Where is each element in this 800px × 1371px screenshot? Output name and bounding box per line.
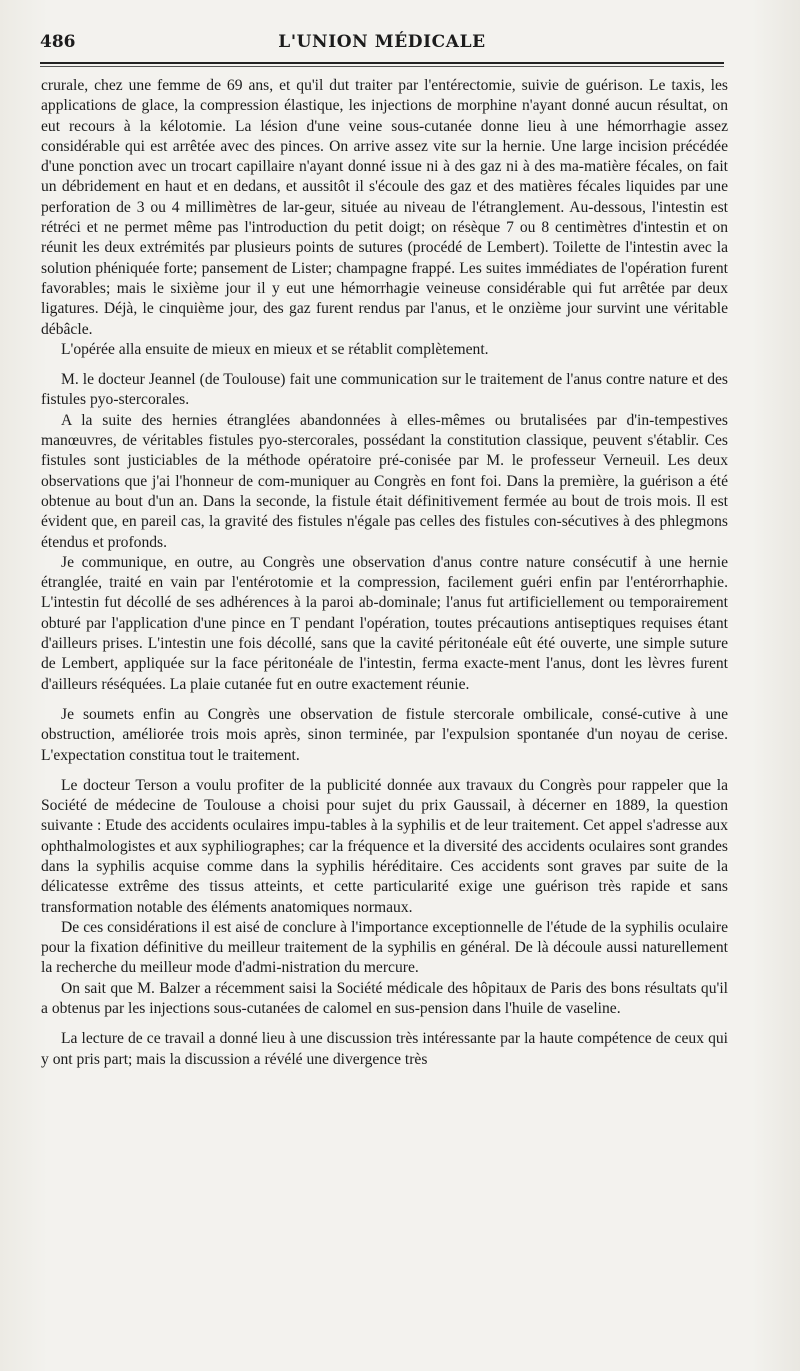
header-rule-thin [40, 66, 724, 67]
paragraph: De ces considérations il est aisé de conclure à l'importance exceptionnelle de l'étude de la syphilis oculaire pour la fixation définitive du meilleur traitement de la syphilis en général. De là découle aussi naturellement la recherche du meilleur mode d'admi-nistration du mercure. [41, 918, 728, 977]
body-text [41, 76, 728, 1070]
paragraph: A la suite des hernies étranglées abandonnées à elles-mêmes ou brutalisées par d'in-tempestives manœuvres, de véritables fistules pyo-stercorales, possédant la constitution classique, peuvent s'établir. Ces fistules sont justiciables de la méthode opératoire pré-conisée par M. le professeur Verneuil. Les deux observations que j'ai l'honneur de com-muniquer au Congrès en font foi. Dans la première, la guérison a été obtenue au bout d'un an. Dans la seconde, la fistule était définitivement fermée au bout de trois mois. Il est évident que, en pareil cas, la gravité des fistules n'égale pas celles des fistules con-sécutives à des phlegmons étendus et profonds. [41, 411, 728, 551]
paragraph: La lecture de ce travail a donné lieu à une discussion très intéressante par la haute compétence de ceux qui y ont pris part; mais la discussion a révélé une divergence très [41, 1030, 728, 1068]
paragraph: Je communique, en outre, au Congrès une observation d'anus contre nature consécutif à une hernie étranglée, traité en vain par l'entérotomie et la compression, facilement guéri enfin par l'entérorrhaphie. L'intestin fut décollé de ses adhérences à la paroi ab-dominale; l'anus fut artificiellement ou temporairement obturé par l'application d'une pince en T pendant l'opération, toutes précautions antiseptiques requises étant d'ailleurs prises. L'intestin une fois décollé, sans que la cavité péritonéale eût été ouverte, une simple suture de Lembert, appliquée sur la face péritonéale de l'intestin, ferma exacte-ment l'anus, dont les lèvres furent d'ailleurs réséquées. La plaie cutanée fut en outre exactement réunie. [41, 553, 728, 693]
paragraph: Le docteur Terson a voulu profiter de la publicité donnée aux travaux du Congrès pour rappeler que la Société de médecine de Toulouse a choisi pour sujet du prix Gaussail, à décerner en 1889, la question suivante : Etude des accidents oculaires impu-tables à la syphilis et de leur traitement. Cet appel s'adresse aux ophthalmologistes et aux syphiliographes; car la fréquence et la diversité des accidents oculaires sont grandes dans la syphilis acquise comme dans la syphilis héréditaire. Ces accidents sont graves par suite de la délicatesse extrême des tissus atteints, et cette particularité exige une guérison très rapide et sans transformation notable des éléments anatomiques normaux. [41, 776, 728, 916]
paragraph: crurale, chez une femme de 69 ans, et qu'il dut traiter par l'entérectomie, suivie de guérison. Le taxis, les applications de glace, la compression élastique, les injections de morphine n'ayant donné aucun résultat, on eut recours à la kélotomie. La lésion d'une veine sous-cutanée donne lieu à une hémorrhagie assez considérable qui est arrêtée avec des pinces. On arrive assez vite sur la hernie. Une large incision précédée d'une ponction avec un trocart capillaire n'ayant donné issue ni à des gaz ni à des ma-matière fécales, on fait un débridement en haut et en dedans, et aussitôt il s'écoule des gaz et des matières fécales liquides par une perforation de 3 ou 4 millimètres de lar-geur, située au niveau de l'étranglement. Au-dessous, l'intestin est rétréci et ne permet même pas l'introduction du petit doigt; on résèque 7 ou 8 centimètres d'intestin et on réunit les deux extrémités par plusieurs points de sutures (procédé de Lembert). Toilette de l'intestin avec la solution phéniquée forte; pansement de Lister; champagne frappé. Les suites immédiates de l'opération furent favorables; mais le sixième jour il y eut une hémorrhagie veineuse considérable qui fut arrêtée par deux ligatures. Déjà, le cinquième jour, des gaz furent rendus par l'anus, et le onzième jour survint une véritable débâcle. [41, 77, 728, 338]
header-rule [40, 62, 724, 64]
paragraph: M. le docteur Jeannel (de Toulouse) fait une communication sur le traitement de l'anus contre nature et des fistules pyo-stercorales. [41, 371, 728, 409]
paragraph: Je soumets enfin au Congrès une observation de fistule stercorale ombilicale, consé-cutive à une obstruction, améliorée trois mois après, sinon terminée, par l'expulsion spontanée d'un noyau de cerise. L'expectation constitua tout le traitement. [41, 705, 728, 764]
page-header [40, 32, 724, 62]
paragraph: On sait que M. Balzer a récemment saisi la Société médicale des hôpitaux de Paris des bons résultats qu'il a obtenus par les injections sous-cutanées de calomel en sus-pension dans l'huile de vaseline. [41, 979, 728, 1018]
page-number: 486 [40, 32, 76, 52]
running-title: L'UNION MÉDICALE [278, 32, 486, 52]
paragraph: L'opérée alla ensuite de mieux en mieux et se rétablit complètement. [61, 340, 489, 358]
